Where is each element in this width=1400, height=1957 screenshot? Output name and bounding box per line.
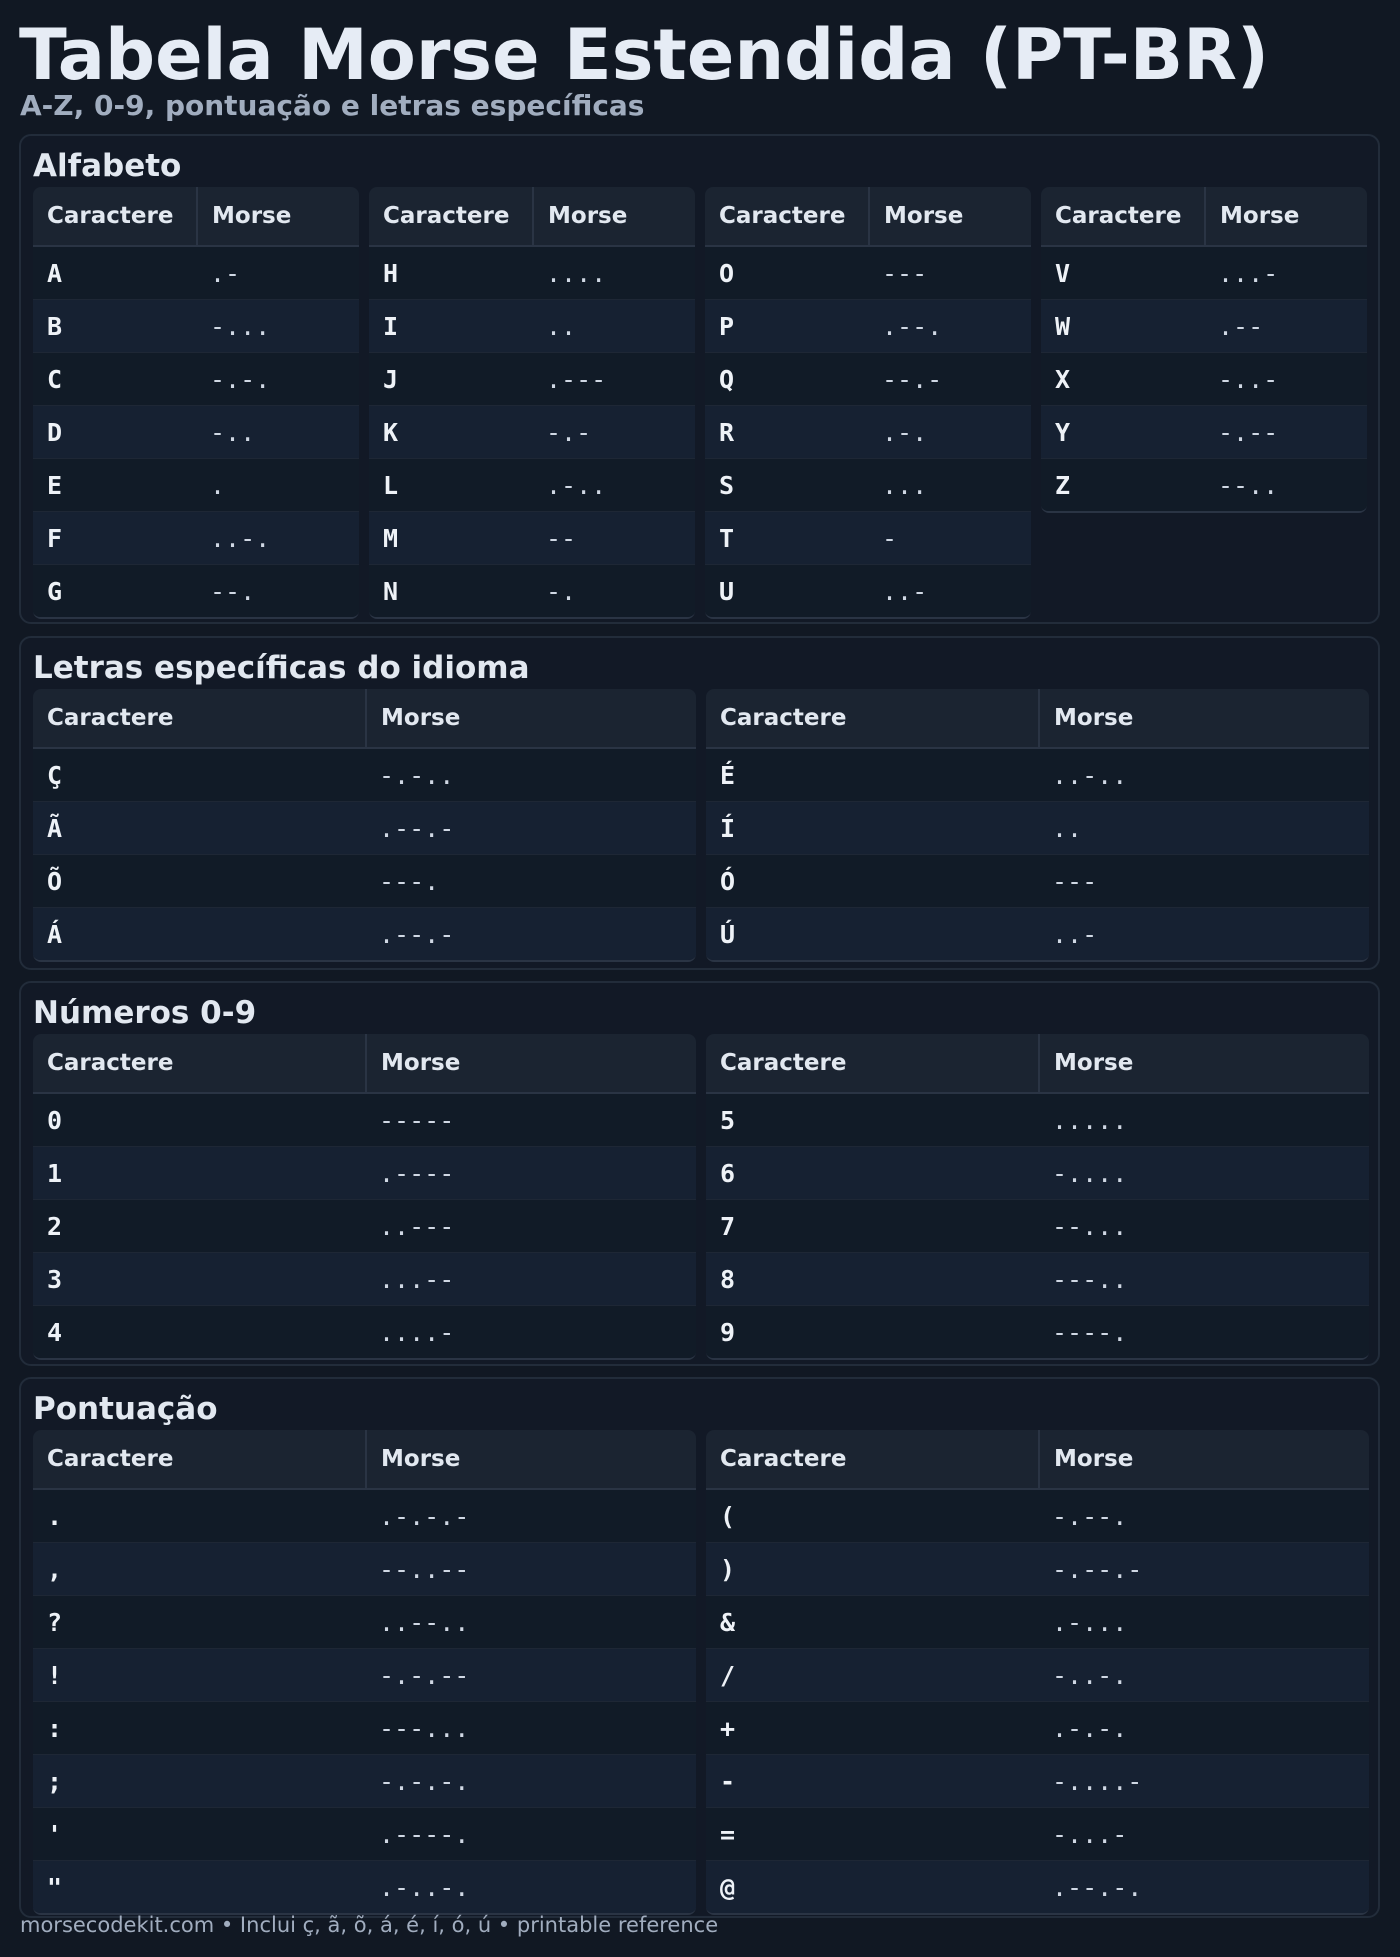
table-row — [33, 352, 359, 405]
table-row — [706, 749, 1369, 801]
table-row — [33, 1542, 696, 1595]
table-row — [33, 405, 359, 458]
table-row — [33, 854, 696, 907]
morse-table — [706, 689, 1369, 962]
table-header-row — [706, 1034, 1369, 1094]
column-header-char: Caractere — [720, 705, 847, 731]
table-header-row — [33, 689, 696, 749]
table-row — [705, 458, 1031, 511]
char-cell: A — [47, 258, 63, 288]
morse-code-cell: --- — [1052, 866, 1098, 896]
char-cell: M — [383, 523, 399, 553]
table-row — [706, 1807, 1369, 1860]
morse-code-cell: -.. — [210, 417, 256, 447]
table-row — [369, 247, 695, 299]
morse-table — [369, 187, 695, 619]
table-row — [33, 1648, 696, 1701]
char-cell: 6 — [720, 1158, 736, 1188]
char-cell: Á — [47, 919, 63, 949]
morse-code-cell: .. — [1052, 813, 1083, 843]
morse-code-cell: .-.-. — [1052, 1713, 1128, 1743]
table-body — [705, 247, 1031, 617]
morse-table — [33, 1430, 696, 1915]
table-body — [33, 1490, 696, 1913]
morse-code-cell: .-.-.- — [379, 1501, 470, 1531]
section-title: Letras específicas do idioma — [33, 650, 530, 686]
char-cell: & — [720, 1607, 736, 1637]
char-cell: O — [719, 258, 735, 288]
table-row — [33, 907, 696, 960]
column-header-char: Caractere — [720, 1446, 847, 1472]
table-row — [706, 1860, 1369, 1913]
section-alphabet — [19, 134, 1380, 624]
table-row — [706, 1146, 1369, 1199]
morse-code-cell: -.-.-. — [379, 1766, 470, 1796]
table-grid — [33, 689, 1369, 962]
char-cell: C — [47, 364, 63, 394]
table-row — [706, 1305, 1369, 1358]
column-header-char: Caractere — [47, 203, 174, 229]
table-grid — [33, 1034, 1369, 1360]
char-cell: N — [383, 576, 399, 606]
table-grid — [33, 1430, 1369, 1915]
char-cell: 4 — [47, 1317, 63, 1347]
char-cell: V — [1055, 258, 1071, 288]
table-row — [33, 299, 359, 352]
morse-code-cell: ..- — [1052, 919, 1098, 949]
table-body — [369, 247, 695, 617]
char-cell: T — [719, 523, 735, 553]
section-title: Pontuação — [33, 1391, 218, 1427]
table-row — [369, 405, 695, 458]
morse-code-cell: -..- — [1218, 364, 1279, 394]
column-header-morse: Morse — [365, 689, 696, 747]
char-cell: F — [47, 523, 63, 553]
morse-code-cell: ..-. — [210, 523, 271, 553]
morse-code-cell: ---... — [379, 1713, 470, 1743]
char-cell: K — [383, 417, 399, 447]
char-cell: 0 — [47, 1105, 63, 1135]
table-row — [706, 1648, 1369, 1701]
morse-code-cell: .... — [546, 258, 607, 288]
table-row — [33, 1305, 696, 1358]
morse-code-cell: -.- — [546, 417, 592, 447]
column-header-char: Caractere — [719, 203, 846, 229]
table-row — [369, 299, 695, 352]
morse-code-cell: ---.. — [1052, 1264, 1128, 1294]
table-row — [705, 299, 1031, 352]
morse-code-cell: -. — [546, 576, 577, 606]
table-row — [33, 1701, 696, 1754]
morse-code-cell: -..-. — [1052, 1660, 1128, 1690]
char-cell: D — [47, 417, 63, 447]
table-row — [369, 458, 695, 511]
morse-table — [33, 187, 359, 619]
table-row — [1041, 299, 1367, 352]
column-header-morse: Morse — [868, 187, 1031, 245]
char-cell: H — [383, 258, 399, 288]
char-cell: , — [47, 1554, 63, 1584]
char-cell: P — [719, 311, 735, 341]
table-row — [33, 1807, 696, 1860]
char-cell: É — [720, 760, 736, 790]
table-row — [1041, 352, 1367, 405]
table-row — [706, 1595, 1369, 1648]
table-row — [369, 511, 695, 564]
morse-code-cell: .--.- — [379, 813, 455, 843]
char-cell: E — [47, 470, 63, 500]
morse-table — [1041, 187, 1367, 513]
char-cell: / — [720, 1660, 736, 1690]
char-cell: Í — [720, 813, 736, 843]
table-row — [706, 854, 1369, 907]
table-row — [706, 1701, 1369, 1754]
morse-code-cell: -.-. — [210, 364, 271, 394]
char-cell: 5 — [720, 1105, 736, 1135]
morse-code-cell: ..- — [882, 576, 928, 606]
morse-code-cell: ... — [882, 470, 928, 500]
char-cell: 7 — [720, 1211, 736, 1241]
table-header-row — [33, 1430, 696, 1490]
table-row — [33, 1146, 696, 1199]
morse-code-cell: -.-.-- — [379, 1660, 470, 1690]
section-title: Alfabeto — [33, 148, 182, 184]
char-cell: ; — [47, 1766, 63, 1796]
table-body — [33, 1094, 696, 1358]
morse-code-cell: ..... — [1052, 1105, 1128, 1135]
morse-table — [705, 187, 1031, 619]
table-body — [706, 1094, 1369, 1358]
morse-code-cell: -....- — [1052, 1766, 1143, 1796]
table-row — [33, 1754, 696, 1807]
char-cell: B — [47, 311, 63, 341]
morse-code-cell: .--.-. — [1052, 1872, 1143, 1902]
column-header-char: Caractere — [720, 1050, 847, 1076]
table-row — [33, 511, 359, 564]
char-cell: - — [720, 1766, 736, 1796]
footer-note: morsecodekit.com • Inclui ç, ã, õ, á, é, í, ó, ú • printable reference — [20, 1913, 719, 1937]
morse-code-cell: .--- — [546, 364, 607, 394]
column-header-morse: Morse — [365, 1430, 696, 1488]
morse-code-cell: ..--.. — [379, 1607, 470, 1637]
morse-code-cell: -- — [546, 523, 577, 553]
table-row — [33, 1490, 696, 1542]
column-header-morse: Morse — [532, 187, 695, 245]
table-row — [1041, 458, 1367, 511]
table-row — [706, 1542, 1369, 1595]
table-row — [706, 1252, 1369, 1305]
char-cell: ' — [47, 1819, 63, 1849]
char-cell: Ã — [47, 813, 63, 843]
table-row — [706, 801, 1369, 854]
char-cell: Ú — [720, 919, 736, 949]
char-cell: R — [719, 417, 735, 447]
char-cell: L — [383, 470, 399, 500]
table-row — [1041, 247, 1367, 299]
table-header-row — [33, 1034, 696, 1094]
table-row — [705, 352, 1031, 405]
char-cell: J — [383, 364, 399, 394]
char-cell: I — [383, 311, 399, 341]
table-body — [1041, 247, 1367, 511]
table-row — [33, 1094, 696, 1146]
char-cell: G — [47, 576, 63, 606]
table-row — [706, 1094, 1369, 1146]
column-header-char: Caractere — [1055, 203, 1182, 229]
char-cell: ) — [720, 1554, 736, 1584]
char-cell: 2 — [47, 1211, 63, 1241]
column-header-char: Caractere — [47, 705, 174, 731]
char-cell: ( — [720, 1501, 736, 1531]
char-cell: " — [47, 1872, 63, 1902]
morse-code-cell: ----. — [1052, 1317, 1128, 1347]
column-header-char: Caractere — [47, 1050, 174, 1076]
morse-code-cell: .---- — [379, 1158, 455, 1188]
morse-code-cell: . — [210, 470, 226, 500]
morse-code-cell: .-..-. — [379, 1872, 470, 1902]
char-cell: Y — [1055, 417, 1071, 447]
morse-code-cell: -.... — [1052, 1158, 1128, 1188]
morse-code-cell: .--.- — [379, 919, 455, 949]
section-numbers — [19, 981, 1380, 1366]
table-grid — [33, 187, 1367, 619]
morse-code-cell: -.--. — [1052, 1501, 1128, 1531]
char-cell: X — [1055, 364, 1071, 394]
table-body — [706, 1490, 1369, 1913]
column-header-morse: Morse — [196, 187, 359, 245]
char-cell: 3 — [47, 1264, 63, 1294]
char-cell: S — [719, 470, 735, 500]
char-cell: ? — [47, 1607, 63, 1637]
table-row — [33, 458, 359, 511]
char-cell: Õ — [47, 866, 63, 896]
char-cell: Q — [719, 364, 735, 394]
table-row — [706, 907, 1369, 960]
morse-code-cell: .----. — [379, 1819, 470, 1849]
morse-table — [33, 689, 696, 962]
page-title: Tabela Morse Estendida (PT-BR) — [19, 14, 1270, 96]
column-header-morse: Morse — [1038, 689, 1369, 747]
table-body — [706, 749, 1369, 960]
table-header-row — [706, 1430, 1369, 1490]
table-row — [706, 1199, 1369, 1252]
table-row — [705, 247, 1031, 299]
table-row — [369, 352, 695, 405]
morse-code-cell: --- — [882, 258, 928, 288]
char-cell: U — [719, 576, 735, 606]
morse-code-cell: -... — [210, 311, 271, 341]
column-header-char: Caractere — [383, 203, 510, 229]
morse-code-cell: --..-- — [379, 1554, 470, 1584]
table-header-row — [33, 187, 359, 247]
morse-code-cell: .-.. — [546, 470, 607, 500]
table-row — [705, 564, 1031, 617]
morse-code-cell: -...- — [1052, 1819, 1128, 1849]
table-row — [706, 1490, 1369, 1542]
morse-code-cell: ..--- — [379, 1211, 455, 1241]
morse-table — [706, 1034, 1369, 1360]
char-cell: @ — [720, 1872, 736, 1902]
table-row — [706, 1754, 1369, 1807]
column-header-morse: Morse — [1038, 1034, 1369, 1092]
morse-code-cell: ----- — [379, 1105, 455, 1135]
char-cell: Ç — [47, 760, 63, 790]
char-cell: Ó — [720, 866, 736, 896]
morse-code-cell: .-- — [1218, 311, 1264, 341]
table-row — [33, 801, 696, 854]
table-header-row — [705, 187, 1031, 247]
morse-code-cell: .- — [210, 258, 241, 288]
char-cell: = — [720, 1819, 736, 1849]
morse-code-cell: .-. — [882, 417, 928, 447]
char-cell: ! — [47, 1660, 63, 1690]
table-row — [33, 247, 359, 299]
morse-code-cell: .--. — [882, 311, 943, 341]
morse-table — [33, 1034, 696, 1360]
table-row — [1041, 405, 1367, 458]
char-cell: 8 — [720, 1264, 736, 1294]
section-title: Números 0-9 — [33, 995, 257, 1031]
table-row — [33, 1199, 696, 1252]
table-row — [369, 564, 695, 617]
column-header-morse: Morse — [1204, 187, 1367, 245]
char-cell: + — [720, 1713, 736, 1743]
table-header-row — [706, 689, 1369, 749]
morse-code-cell: ..-.. — [1052, 760, 1128, 790]
char-cell: 1 — [47, 1158, 63, 1188]
morse-code-cell: ...-- — [379, 1264, 455, 1294]
table-row — [33, 1595, 696, 1648]
column-header-morse: Morse — [1038, 1430, 1369, 1488]
char-cell: W — [1055, 311, 1071, 341]
table-row — [33, 1860, 696, 1913]
section-punctuation — [19, 1377, 1380, 1918]
morse-code-cell: ---. — [379, 866, 440, 896]
table-header-row — [1041, 187, 1367, 247]
morse-code-cell: --.- — [882, 364, 943, 394]
table-header-row — [369, 187, 695, 247]
table-row — [33, 749, 696, 801]
column-header-morse: Morse — [365, 1034, 696, 1092]
morse-code-cell: -.-.. — [379, 760, 455, 790]
morse-code-cell: ...- — [1218, 258, 1279, 288]
morse-code-cell: --.. — [1218, 470, 1279, 500]
table-body — [33, 247, 359, 617]
morse-code-cell: -.-- — [1218, 417, 1279, 447]
char-cell: . — [47, 1501, 63, 1531]
table-row — [705, 511, 1031, 564]
morse-code-cell: --... — [1052, 1211, 1128, 1241]
table-row — [705, 405, 1031, 458]
char-cell: : — [47, 1713, 63, 1743]
column-header-char: Caractere — [47, 1446, 174, 1472]
morse-code-cell: - — [882, 523, 898, 553]
page-subtitle: A-Z, 0-9, pontuação e letras específicas — [20, 89, 645, 122]
morse-code-cell: ....- — [379, 1317, 455, 1347]
char-cell: 9 — [720, 1317, 736, 1347]
morse-code-cell: --. — [210, 576, 256, 606]
morse-code-cell: .. — [546, 311, 577, 341]
section-accented-letters — [19, 636, 1380, 970]
morse-code-cell: .-... — [1052, 1607, 1128, 1637]
char-cell: Z — [1055, 470, 1071, 500]
table-row — [33, 1252, 696, 1305]
morse-table — [706, 1430, 1369, 1915]
morse-code-cell: -.--.- — [1052, 1554, 1143, 1584]
table-body — [33, 749, 696, 960]
table-row — [33, 564, 359, 617]
